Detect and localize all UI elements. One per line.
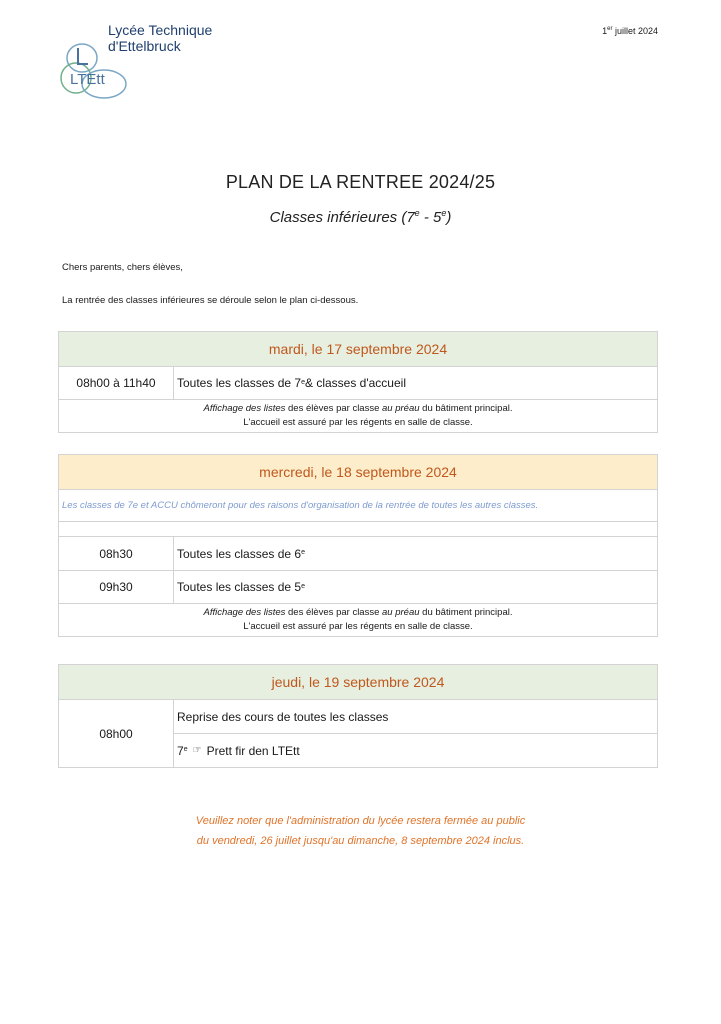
time-cell: 09h30	[59, 571, 174, 603]
desc-text-2: & classes d'accueil	[304, 376, 406, 390]
closure-notice-line2: du vendredi, 26 juillet jusqu'au dimanche, 8 septembre 2024 inclus.	[196, 835, 525, 847]
note-t2: du bâtiment principal.	[419, 403, 513, 414]
description-cell	[174, 571, 657, 603]
time-cell: 08h00 à 11h40	[59, 367, 174, 399]
note-t1: des élèves par classe	[285, 403, 383, 414]
date-day: 1	[602, 26, 608, 36]
desc-sup: e	[301, 582, 305, 590]
desc-sup: e	[301, 549, 305, 556]
mardi-note	[59, 400, 657, 432]
time-cell: 08h30	[59, 537, 174, 570]
note-line2: L'accueil est assuré par les régents en salle de classe.	[243, 621, 473, 632]
mardi-table	[58, 331, 658, 433]
desc-text: Toutes les classes de 7	[177, 376, 302, 390]
page-subtitle	[0, 208, 721, 226]
description-cell	[174, 367, 657, 399]
note-em2: au préau	[382, 403, 420, 414]
pointing-hand-icon: ☞	[192, 745, 202, 756]
table-row	[59, 537, 657, 571]
date-rest: juillet 2024	[612, 26, 658, 36]
table-row	[59, 571, 657, 604]
school-logo	[58, 40, 138, 102]
note-em1: Affichage des listes	[203, 403, 286, 414]
note-line2: L'accueil est assuré par les régents en salle de classe.	[243, 417, 473, 428]
desc-text: Toutes les classes de 5	[177, 580, 302, 594]
logo-text: LTEtt	[70, 71, 105, 88]
note-em1: Affichage des listes	[203, 607, 286, 618]
note-em2: au préau	[382, 607, 420, 618]
line2-text: 7	[177, 743, 184, 758]
date-sup: er	[607, 26, 613, 32]
school-name-line1: Lycée Technique	[108, 22, 213, 38]
mercredi-notice: Les classes de 7e et ACCU chômeront pour des raisons d'organisation de la rentrée de toutes les autres classes.	[59, 490, 657, 522]
time-cell: 08h00	[59, 700, 174, 767]
page-title: PLAN DE LA RENTREE 2024/25	[225, 172, 496, 192]
mercredi-heading: mercredi, le 18 septembre 2024	[59, 455, 657, 490]
closure-notice	[0, 811, 721, 851]
description-cell	[174, 537, 657, 570]
spacer-row	[59, 522, 657, 537]
mercredi-table	[58, 454, 658, 637]
table-row	[59, 700, 657, 767]
jeudi-heading: jeudi, le 19 septembre 2024	[59, 665, 657, 700]
jeudi-line2	[174, 733, 657, 767]
jeudi-table	[58, 664, 658, 768]
note-t1: des élèves par classe	[285, 607, 383, 618]
subtitle-sup2: e	[441, 208, 447, 218]
jeudi-line1: Reprise des cours de toutes les classes	[177, 709, 389, 724]
document-date	[602, 26, 658, 36]
subtitle-prefix: Classes inférieures (7	[269, 209, 415, 226]
desc-sup: e	[301, 378, 305, 386]
closure-notice-line1: Veuillez noter que l'administration du lycée restera fermée au public	[195, 815, 526, 827]
table-row	[59, 367, 657, 400]
subtitle-middle: - 5	[419, 209, 442, 226]
mercredi-note	[59, 604, 657, 636]
note-t2: du bâtiment principal.	[419, 607, 513, 618]
intro-text: La rentrée des classes inférieures se déroule selon le plan ci-dessous.	[62, 295, 359, 306]
mardi-heading: mardi, le 17 septembre 2024	[59, 332, 657, 367]
desc-text: Toutes les classes de 6	[177, 546, 302, 561]
school-name-line2: d'Ettelbruck	[108, 38, 181, 54]
description-cell	[174, 700, 657, 767]
line2-text-2: Prett fir den LTEtt	[206, 743, 300, 758]
subtitle-sup1: e	[414, 208, 420, 218]
subtitle-suffix: )	[446, 209, 452, 226]
greeting: Chers parents, chers élèves,	[62, 262, 183, 273]
line2-sup: e	[183, 746, 188, 753]
